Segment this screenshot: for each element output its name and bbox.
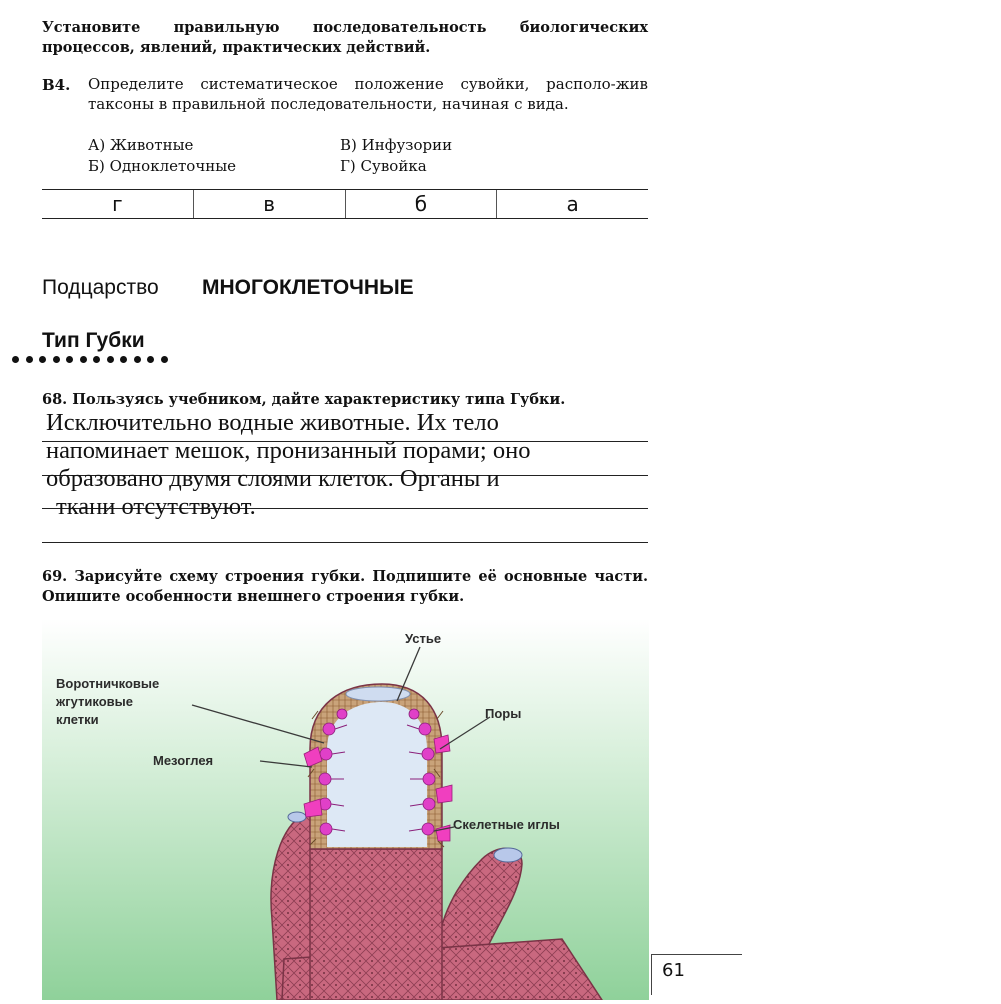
sponge-trunk [310,849,442,1000]
page-number: 61 [662,960,685,981]
answer-cell-1: г [42,190,194,218]
answer-cell-4: а [566,192,579,216]
spongocoel-cavity [327,702,427,847]
answer-text-line-3: образовано двумя слоями клеток. Органы и [46,465,500,492]
answer-line [42,542,648,543]
answer-cell-2: в [194,190,346,218]
label-collar-line1: Воротничковые [56,676,160,691]
subkingdom-name: МНОГОКЛЕТОЧНЫЕ [202,276,414,299]
b4-option-b: Б) Одноклеточные [88,157,237,175]
label-mesoglea: Мезоглея [153,753,214,768]
q69-title: 69. Зарисуйте схему строения губки. Подпишите её основные части. Опишите особенности внешнего строения губки. [42,568,648,605]
b4-number: В4. [42,76,71,94]
label-spicules: Скелетные иглы [453,817,560,832]
b4-answer-table [42,189,648,219]
section-title: Тип Губки [42,329,145,352]
label-collar-line3: клетки [56,712,99,727]
osculum-left [288,812,306,822]
b4-option-a: А) Животные [88,136,194,154]
answer-text-line-1: Исключительно водные животные. Их тело [46,409,499,436]
b4-question-text: Определите систематическое положение сувойки, располо-жив таксоны в правильной последовательности, начиная с вида. [88,75,648,113]
osculum-right [494,848,522,862]
dotted-divider [12,356,168,363]
label-mouth: Устье [405,631,442,646]
sponge-diagram [42,619,649,1000]
answer-text-line-2: напоминает мешок, пронизанный порами; оно [46,437,531,464]
b4-option-g: Г) Сувойка [340,157,427,175]
subkingdom-label: Подцарство [42,276,159,299]
answer-cell-3: б [346,190,498,218]
answer-text-line-4: ткани отсутствуют. [56,493,256,520]
q68-answer [46,409,686,521]
label-pores: Поры [485,706,522,721]
task-header: Установите правильную последовательность биологических процессов, явлений, практических действий. [42,19,648,56]
label-collar-line2: жгутиковые [56,694,133,709]
b4-option-v: В) Инфузории [340,136,453,154]
q68-title: 68. Пользуясь учебником, дайте характеристику типа Губки. [42,391,566,408]
